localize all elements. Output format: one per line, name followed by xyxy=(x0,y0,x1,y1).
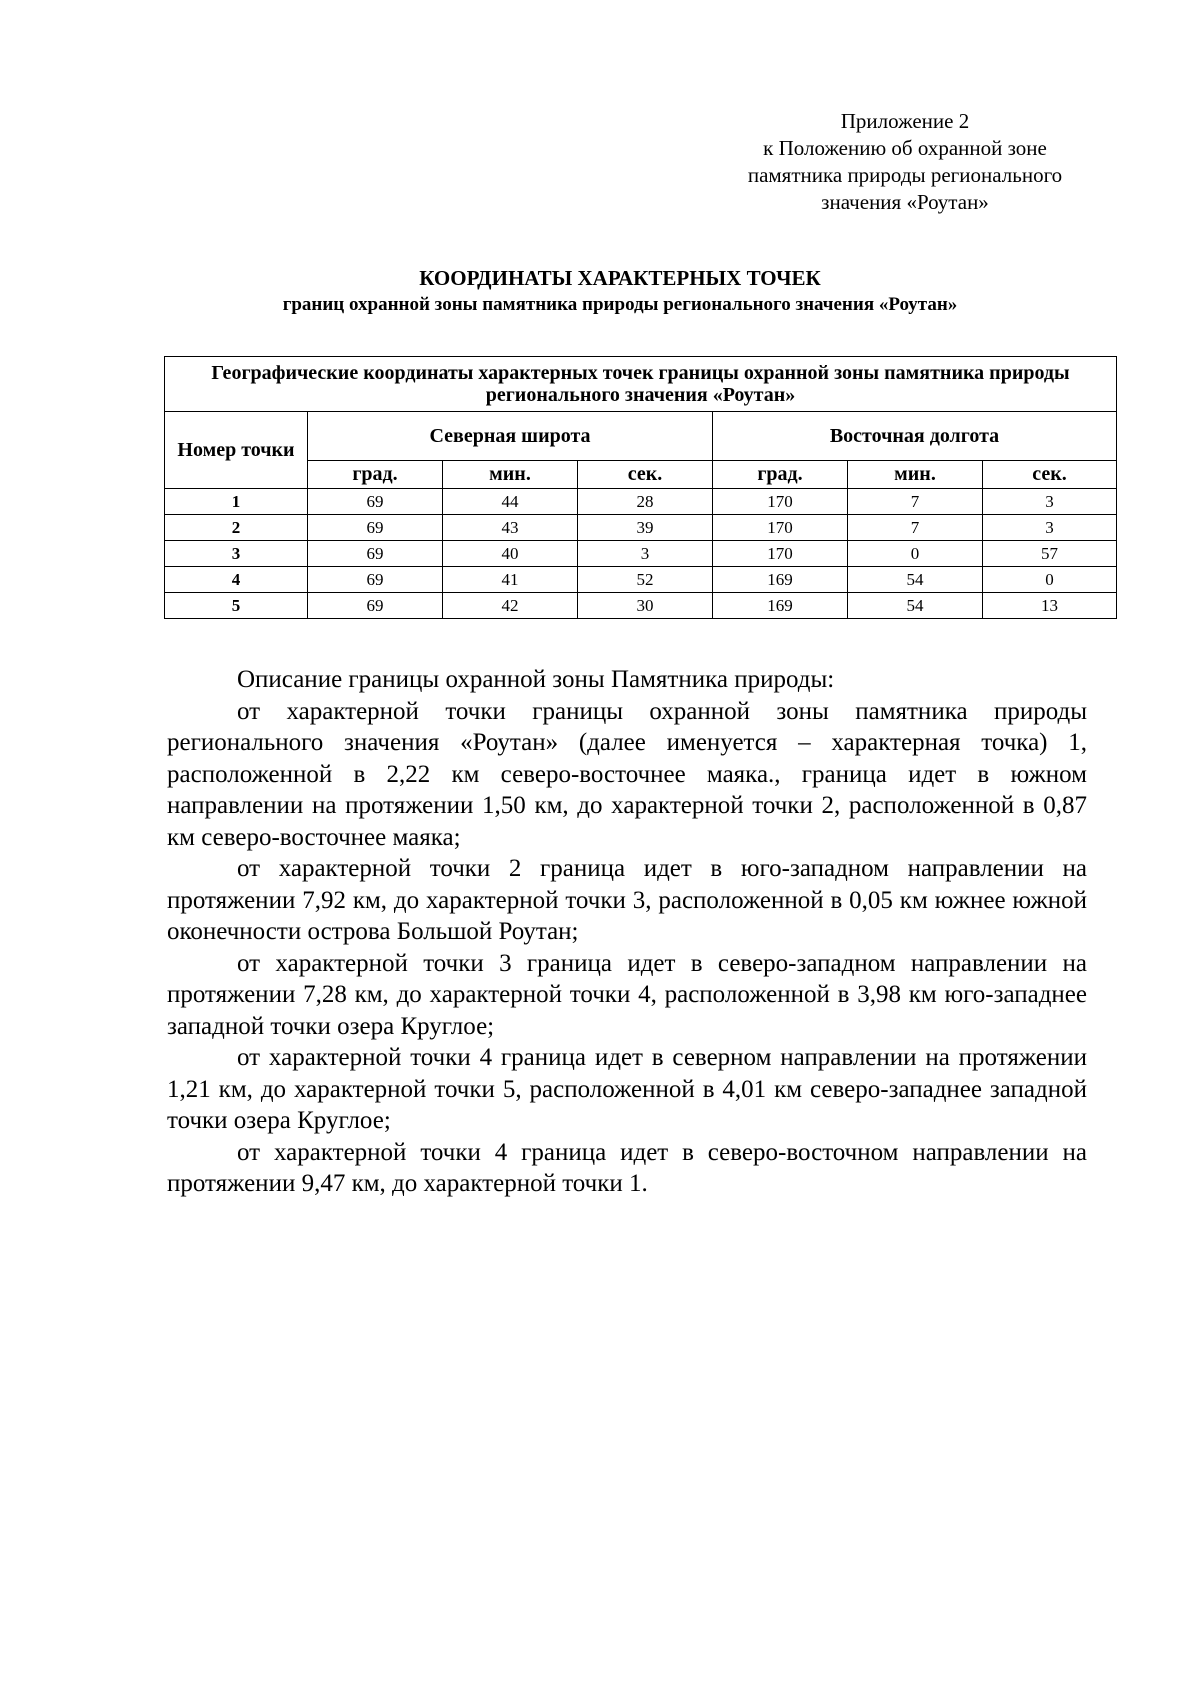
table-caption: Географические координаты характерных точек границы охранной зоны памятника природы регионального значения «Роутан» xyxy=(165,357,1117,412)
lat-seconds-header: сек. xyxy=(578,461,713,489)
point-number: 1 xyxy=(165,489,308,515)
point-number: 2 xyxy=(165,515,308,541)
lat-degrees-header: град. xyxy=(308,461,443,489)
lat-minutes-header: мин. xyxy=(443,461,578,489)
lon-degrees: 170 xyxy=(713,541,848,567)
document-title: КООРДИНАТЫ ХАРАКТЕРНЫХ ТОЧЕК xyxy=(419,266,821,290)
lat-minutes: 40 xyxy=(443,541,578,567)
lon-minutes-header: мин. xyxy=(848,461,983,489)
appendix-line: к Положению об охранной зоне xyxy=(763,136,1047,160)
lat-seconds: 28 xyxy=(578,489,713,515)
lat-seconds: 52 xyxy=(578,567,713,593)
description-paragraph: от характерной точки 2 граница идет в юго-западном направлении на протяжении 7,92 км, до характерной точки 3, расположенной в 0,05 км южнее южной оконечности острова Большой Роутан; xyxy=(167,855,1087,945)
lat-minutes: 42 xyxy=(443,593,578,619)
lat-minutes: 43 xyxy=(443,515,578,541)
latitude-header: Северная широта xyxy=(308,412,713,461)
point-number: 3 xyxy=(165,541,308,567)
lat-degrees: 69 xyxy=(308,489,443,515)
lon-minutes: 54 xyxy=(848,567,983,593)
description-paragraph: от характерной точки границы охранной зоны памятника природы регионального значения «Роутан» (далее именуется – характерная точка) 1, расположенной в 2,22 км северо-восточнее маяка., граница идет в южном направлении на протяжении 1,50 км, до характерной точки 2, расположенной в 0,87 км северо-восточнее маяка; xyxy=(167,697,1087,851)
lon-seconds: 0 xyxy=(983,567,1117,593)
coordinates-table xyxy=(164,356,1117,619)
lat-seconds: 3 xyxy=(578,541,713,567)
boundary-description xyxy=(167,664,1087,1200)
table-row xyxy=(165,541,1117,567)
description-paragraph: от характерной точки 4 граница идет в северном направлении на протяжении 1,21 км, до характерной точки 5, расположенной в 4,01 км северо-западнее западной точки озера Круглое; xyxy=(167,1044,1087,1134)
table-row xyxy=(165,593,1117,619)
table-row xyxy=(165,515,1117,541)
lat-degrees: 69 xyxy=(308,593,443,619)
point-number: 5 xyxy=(165,593,308,619)
appendix-line: значения «Роутан» xyxy=(821,190,989,214)
lon-seconds: 3 xyxy=(983,489,1117,515)
lon-seconds: 13 xyxy=(983,593,1117,619)
lat-seconds: 39 xyxy=(578,515,713,541)
lon-degrees: 169 xyxy=(713,567,848,593)
document-subtitle: границ охранной зоны памятника природы регионального значения «Роутан» xyxy=(282,294,958,315)
lon-degrees: 170 xyxy=(713,489,848,515)
lon-minutes: 0 xyxy=(848,541,983,567)
lon-minutes: 54 xyxy=(848,593,983,619)
table-row xyxy=(165,567,1117,593)
lon-seconds: 57 xyxy=(983,541,1117,567)
lat-degrees: 69 xyxy=(308,567,443,593)
longitude-header: Восточная долгота xyxy=(713,412,1117,461)
lat-minutes: 41 xyxy=(443,567,578,593)
appendix-line: Приложение 2 xyxy=(840,109,970,133)
lon-degrees: 169 xyxy=(713,593,848,619)
lon-degrees: 170 xyxy=(713,515,848,541)
point-number: 4 xyxy=(165,567,308,593)
lon-minutes: 7 xyxy=(848,515,983,541)
lon-minutes: 7 xyxy=(848,489,983,515)
description-heading: Описание границы охранной зоны Памятника природы: xyxy=(237,666,835,693)
point-number-header: Номер точки xyxy=(165,412,308,489)
table-row xyxy=(165,489,1117,515)
lat-seconds: 30 xyxy=(578,593,713,619)
lon-seconds: 3 xyxy=(983,515,1117,541)
lat-degrees: 69 xyxy=(308,515,443,541)
appendix-line: памятника природы регионального xyxy=(747,163,1063,187)
lon-seconds-header: сек. xyxy=(983,461,1117,489)
description-paragraph: от характерной точки 4 граница идет в северо-восточном направлении на протяжении 9,47 км, до характерной точки 1. xyxy=(167,1138,1087,1197)
lat-minutes: 44 xyxy=(443,489,578,515)
lat-degrees: 69 xyxy=(308,541,443,567)
appendix-header xyxy=(690,108,1120,216)
description-paragraph: от характерной точки 3 граница идет в северо-западном направлении на протяжении 7,28 км, до характерной точки 4, расположенной в 3,98 км юго-западнее западной точки озера Круглое; xyxy=(167,949,1087,1040)
lon-degrees-header: град. xyxy=(713,461,848,489)
